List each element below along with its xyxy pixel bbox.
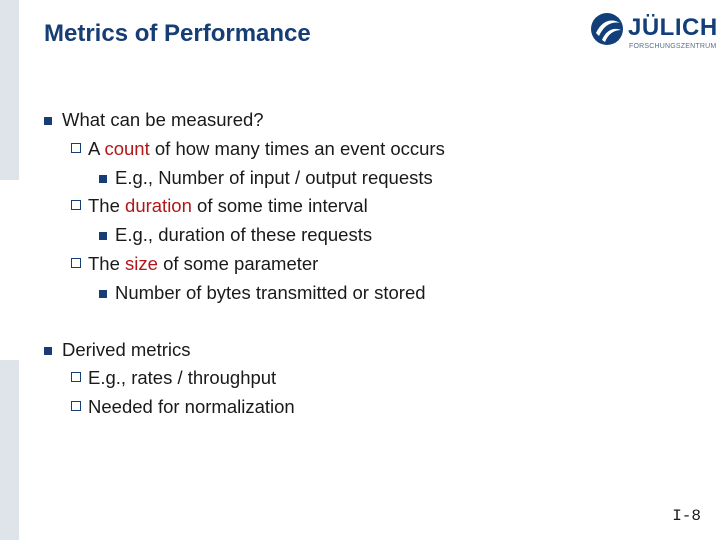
bullet-text: Derived metrics: [62, 338, 191, 360]
bullet-text: of some time interval: [191, 195, 368, 217]
left-accent-bar-bottom: [0, 360, 19, 540]
square-bullet-icon: [44, 117, 52, 125]
subbullet-normalization: [44, 393, 694, 422]
bullet-text: Needed for normalization: [88, 396, 295, 418]
highlight-size: size: [125, 252, 158, 274]
logo-subtitle: FORSCHUNGSZENTRUM: [629, 43, 717, 50]
bullet-derived: [44, 336, 694, 365]
bullet-text: of how many times an event occurs: [149, 137, 445, 159]
bullet-text: E.g., rates / throughput: [88, 367, 277, 389]
bullet-text: of some parameter: [157, 252, 319, 274]
hollow-square-bullet-icon: [71, 143, 81, 153]
bullet-text: The: [88, 252, 126, 274]
left-accent-bar-top: [0, 0, 19, 180]
slide-body: [44, 106, 694, 422]
square-bullet-icon: [44, 347, 52, 355]
bullet-gap: [44, 308, 694, 336]
subsubbullet-count-example: [44, 164, 694, 193]
bullet-text: E.g., duration of these requests: [115, 224, 373, 246]
subbullet-size: [44, 250, 694, 279]
bullet-text: The: [88, 195, 126, 217]
bullet-text: E.g., Number of input / output requests: [115, 166, 433, 188]
subsubbullet-size-example: [44, 279, 694, 308]
subsubbullet-duration-example: [44, 221, 694, 250]
highlight-duration: duration: [125, 195, 192, 217]
bullet-text: A: [88, 137, 105, 159]
julich-logo: [590, 12, 718, 56]
slide-title: Metrics of Performance: [44, 20, 311, 47]
bullet-measured: [44, 106, 694, 135]
bullet-text: Number of bytes transmitted or stored: [115, 281, 426, 303]
logo-wordmark: JÜLICH: [628, 14, 718, 41]
bullet-text: What can be measured?: [62, 109, 264, 130]
square-bullet-icon: [99, 232, 107, 240]
square-bullet-icon: [99, 290, 107, 298]
hollow-square-bullet-icon: [71, 401, 81, 411]
hollow-square-bullet-icon: [71, 200, 81, 210]
subbullet-rates: [44, 364, 694, 393]
hollow-square-bullet-icon: [71, 372, 81, 382]
highlight-count: count: [104, 137, 150, 159]
hollow-square-bullet-icon: [71, 258, 81, 268]
subbullet-count: [44, 135, 694, 164]
page-number: I-8: [672, 507, 701, 525]
square-bullet-icon: [99, 175, 107, 183]
julich-emblem-icon: [590, 12, 624, 46]
subbullet-duration: [44, 192, 694, 221]
